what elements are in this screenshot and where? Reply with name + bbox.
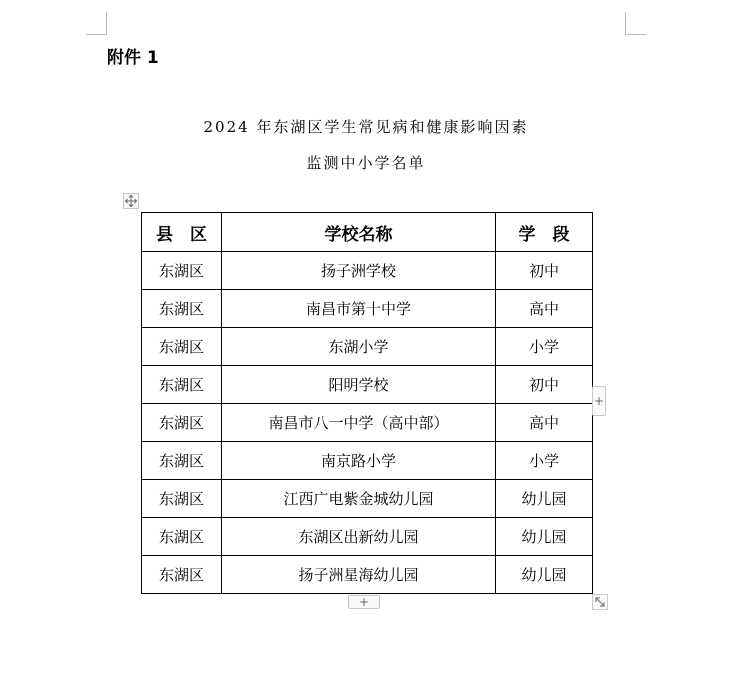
table-row: [142, 252, 593, 290]
document-title-line-2: 监测中小学名单: [306, 154, 426, 172]
cell-school-stage[interactable]: 幼儿园: [496, 480, 593, 518]
cell-county[interactable]: 东湖区: [142, 404, 222, 442]
table-move-handle[interactable]: [123, 193, 139, 209]
add-row-button[interactable]: +: [348, 595, 380, 609]
cell-county[interactable]: 东湖区: [142, 366, 222, 404]
page-corner-mark-top-right: [625, 12, 646, 35]
table-row: [142, 404, 593, 442]
cell-county[interactable]: 东湖区: [142, 556, 222, 594]
cell-school-stage[interactable]: 幼儿园: [496, 518, 593, 556]
header-school-name[interactable]: 学校名称: [222, 213, 496, 252]
cell-school-name[interactable]: 东湖区出新幼儿园: [222, 518, 496, 556]
cell-school-stage[interactable]: 幼儿园: [496, 556, 593, 594]
move-arrows-icon: [124, 194, 138, 208]
cell-school-name[interactable]: 东湖小学: [222, 328, 496, 366]
cell-county[interactable]: 东湖区: [142, 442, 222, 480]
add-column-button[interactable]: +: [592, 386, 606, 416]
cell-school-name[interactable]: 南昌市第十中学: [222, 290, 496, 328]
header-county[interactable]: 县 区: [142, 213, 222, 252]
page-corner-mark-top-left: [86, 12, 107, 35]
cell-school-name[interactable]: 南昌市八一中学（高中部）: [222, 404, 496, 442]
header-school-stage[interactable]: 学 段: [496, 213, 593, 252]
cell-school-stage[interactable]: 初中: [496, 366, 593, 404]
table-row: [142, 518, 593, 556]
cell-school-name[interactable]: 阳明学校: [222, 366, 496, 404]
cell-school-stage[interactable]: 小学: [496, 442, 593, 480]
table-row: [142, 366, 593, 404]
cell-county[interactable]: 东湖区: [142, 290, 222, 328]
cell-school-name[interactable]: 扬子洲学校: [222, 252, 496, 290]
cell-county[interactable]: 东湖区: [142, 480, 222, 518]
cell-county[interactable]: 东湖区: [142, 518, 222, 556]
cell-school-name[interactable]: 江西广电紫金城幼儿园: [222, 480, 496, 518]
table-row: [142, 290, 593, 328]
table-resize-handle[interactable]: [592, 594, 608, 610]
cell-school-name[interactable]: 南京路小学: [222, 442, 496, 480]
table-header-row: [142, 213, 593, 252]
table-row: [142, 556, 593, 594]
cell-school-stage[interactable]: 高中: [496, 290, 593, 328]
cell-school-stage[interactable]: 初中: [496, 252, 593, 290]
table-row: [142, 442, 593, 480]
cell-school-name[interactable]: 扬子洲星海幼儿园: [222, 556, 496, 594]
cell-county[interactable]: 东湖区: [142, 328, 222, 366]
cell-school-stage[interactable]: 小学: [496, 328, 593, 366]
table-row: [142, 328, 593, 366]
resize-diagonal-icon: [593, 595, 607, 609]
table-row: [142, 480, 593, 518]
school-roster-table: [141, 212, 593, 594]
cell-school-stage[interactable]: 高中: [496, 404, 593, 442]
document-title-line-1: 2024 年东湖区学生常见病和健康影响因素: [203, 118, 529, 136]
attachment-label: 附件 1: [107, 48, 159, 68]
cell-county[interactable]: 东湖区: [142, 252, 222, 290]
